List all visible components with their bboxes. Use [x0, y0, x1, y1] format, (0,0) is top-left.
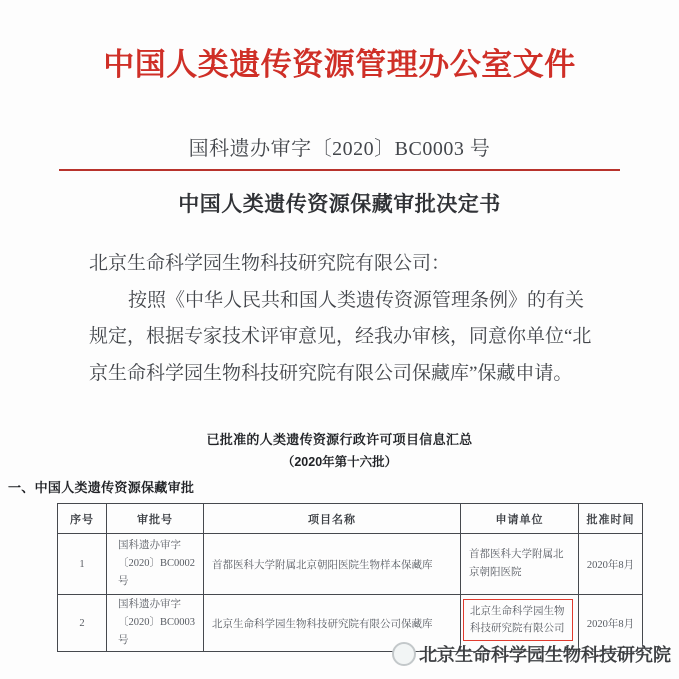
- salutation: 北京生命科学园生物科技研究院有限公司：: [89, 253, 451, 274]
- institute-logo-icon: [392, 642, 416, 666]
- cell-project-name: 北京生命科学园生物科技研究院有限公司保藏库: [204, 595, 461, 652]
- letterhead-title: 中国人类遗传资源管理办公室文件: [103, 47, 576, 82]
- applicant-name: 首都医科大学附属北京朝阳医院: [469, 549, 564, 578]
- body-line: 按照《中华人民共和国人类遗传资源管理条例》的有关: [128, 289, 585, 311]
- applicant-name-highlighted: 北京生命科学园生物科技研究院有限公司: [463, 599, 573, 641]
- approval-number-line2: 〔2020〕BC0003号: [118, 617, 196, 646]
- watermark: [392, 640, 671, 668]
- col-header-applicant: 申请单位: [461, 504, 579, 534]
- letter-body: [89, 246, 599, 392]
- cell-approval-number: [107, 534, 204, 595]
- red-divider-line: [59, 169, 620, 171]
- summary-title: 已批准的人类遗传资源行政许可项目信息汇总: [206, 432, 473, 447]
- cell-project-name: 首都医科大学附属北京朝阳医院生物样本保藏库: [204, 534, 461, 595]
- approval-number-line1: 国科遗办审字: [118, 540, 181, 551]
- document-number: 国科遗办审字〔2020〕BC0003 号: [188, 138, 491, 160]
- decision-title: 中国人类遗传资源保藏审批决定书: [178, 192, 501, 216]
- cell-approval-date: 2020年8月: [579, 595, 643, 652]
- approval-number-line2: 〔2020〕BC0002号: [118, 558, 196, 587]
- summary-batch-label: （2020年第十六批）: [281, 455, 398, 469]
- cell-approval-date: 2020年8月: [579, 534, 643, 595]
- cell-serial-number: 2: [58, 595, 107, 652]
- approval-number-line1: 国科遗办审字: [118, 599, 181, 610]
- section-heading: 一、中国人类遗传资源保藏审批: [8, 480, 195, 495]
- cell-applicant: [461, 534, 579, 595]
- table-header-row: [58, 504, 643, 534]
- col-header-no: 序号: [58, 504, 107, 534]
- table-row: [58, 534, 643, 595]
- col-header-approval-no: 审批号: [107, 504, 204, 534]
- cell-approval-number: [107, 595, 204, 652]
- approval-table: [57, 503, 643, 652]
- cell-serial-number: 1: [58, 534, 107, 595]
- col-header-approval-date: 批准时间: [579, 504, 643, 534]
- body-line: 京生命科学园生物科技研究院有限公司保藏库”保藏申请。: [89, 362, 573, 384]
- col-header-project-name: 项目名称: [204, 504, 461, 534]
- body-line: 规定，根据专家技术评审意见，经我办审核，同意你单位“北: [89, 326, 592, 347]
- watermark-text: 北京生命科学园生物科技研究院: [419, 645, 671, 665]
